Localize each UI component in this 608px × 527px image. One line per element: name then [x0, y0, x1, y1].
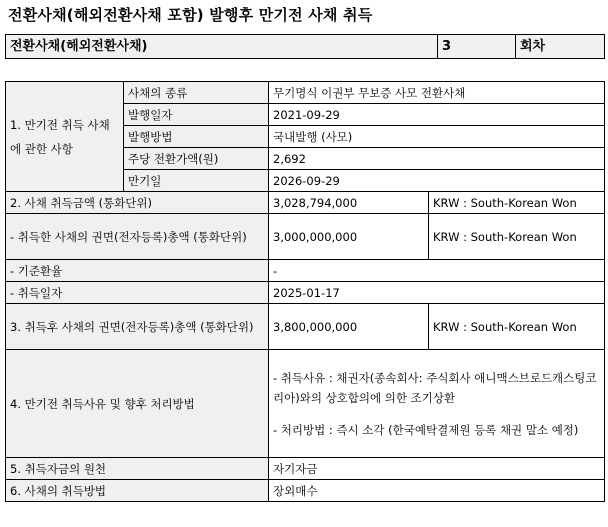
table-row — [6, 458, 605, 480]
disposal-method-text: - 처리방법 : 즉시 소각 (한국예탁결제원 등록 채권 말소 예정) — [273, 422, 579, 437]
bond-header-table — [5, 34, 605, 59]
bond-type-value: 무기명식 이권부 무보증 사모 전환사채 — [269, 82, 605, 104]
acq-amount-value: 3,028,794,000 — [269, 192, 429, 214]
reason-cell — [269, 350, 605, 458]
reason-label: 4. 만기전 취득사유 및 향후 처리방법 — [6, 350, 269, 458]
conversion-price-label: 주당 전환가액(원) — [124, 148, 269, 170]
issue-method-value: 국내발행 (사모) — [269, 126, 605, 148]
table-row — [6, 35, 605, 59]
method-value: 장외매수 — [269, 480, 605, 502]
section1-label: 1. 만기전 취득 사채에 관한 사항 — [6, 82, 124, 192]
issue-date-label: 발행일자 — [124, 104, 269, 126]
page-title: 전환사채(해외전환사채 포함) 발행후 만기전 사채 취득 — [8, 6, 373, 24]
conversion-price-value: 2,692 — [269, 148, 605, 170]
acquisition-table — [5, 81, 605, 502]
acq-amount-label: 2. 사채 취득금액 (통화단위) — [6, 192, 269, 214]
table-row — [6, 260, 605, 282]
face-amount-label: - 취득한 사채의 권면(전자등록)총액 (통화단위) — [6, 214, 269, 260]
table-row — [6, 192, 605, 214]
maturity-value: 2026-09-29 — [269, 170, 605, 192]
issue-date-value: 2021-09-29 — [269, 104, 605, 126]
round-number: 3 — [438, 35, 516, 59]
round-unit: 회차 — [516, 35, 605, 59]
method-label: 6. 사채의 취득방법 — [6, 480, 269, 502]
after-face-value: 3,800,000,000 — [269, 304, 429, 350]
face-amount-currency: KRW : South-Korean Won — [429, 214, 605, 260]
bond-type-label: 사채의 종류 — [124, 82, 269, 104]
maturity-label: 만기일 — [124, 170, 269, 192]
acq-date-value: 2025-01-17 — [269, 282, 605, 304]
table-row — [6, 350, 605, 458]
acq-date-label: - 취득일자 — [6, 282, 269, 304]
exchange-rate-value: - — [269, 260, 605, 282]
after-face-currency: KRW : South-Korean Won — [429, 304, 605, 350]
after-face-label: 3. 취득후 사채의 권면(전자등록)총액 (통화단위) — [6, 304, 269, 350]
table-row — [6, 304, 605, 350]
funding-value: 자기자금 — [269, 458, 605, 480]
acq-reason-text: - 취득사유 : 채권자(종속회사: 주식회사 애니맥스브로드캐스팅코리아)와의 상호합의에 의한 조기상환 — [273, 370, 597, 405]
funding-label: 5. 취득자금의 원천 — [6, 458, 269, 480]
issue-method-label: 발행방법 — [124, 126, 269, 148]
table-row — [6, 214, 605, 260]
table-row — [6, 282, 605, 304]
table-row — [6, 480, 605, 502]
acq-amount-currency: KRW : South-Korean Won — [429, 192, 605, 214]
face-amount-value: 3,000,000,000 — [269, 214, 429, 260]
exchange-rate-label: - 기준환율 — [6, 260, 269, 282]
bond-type-header: 전환사채(해외전환사채) — [6, 35, 438, 59]
table-row — [6, 82, 605, 104]
